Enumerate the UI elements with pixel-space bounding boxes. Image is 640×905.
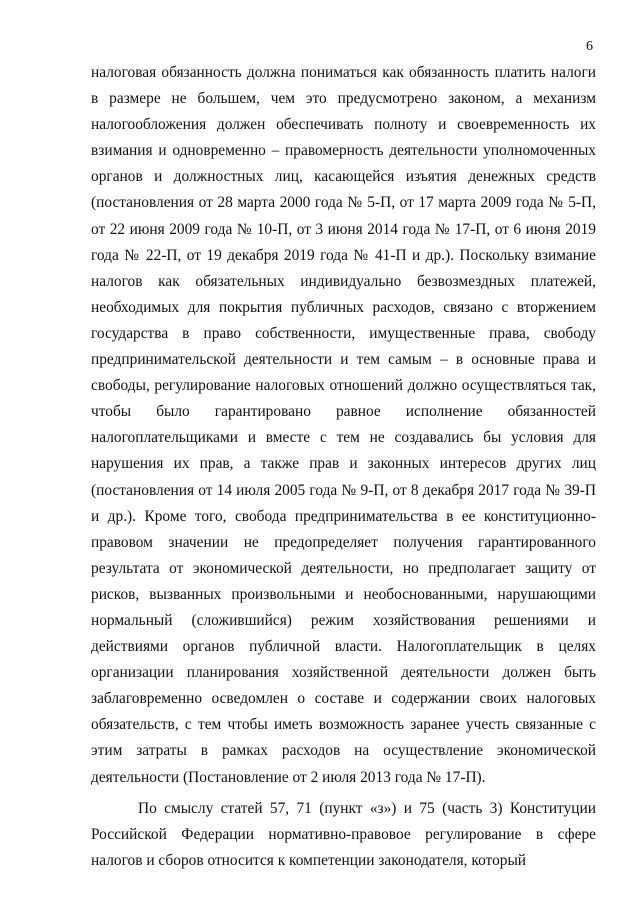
paragraph-tax-obligation: налоговая обязанность должна пониматься как обязанность платить налоги в размере не большем, чем это предусмотрено законом, а механизм налогообложения должен обеспечивать полноту и своевременность их взимания и одновременно – правомерность деятельности уполномоченных органов и должностных лиц, касающейся изъятия денежных средств (постановления от 28 марта 2000 года № 5-П, от 17 марта 2009 года № 5-П, от 22 июня 2009 года № 10-П, от 3 июня 2014 года № 17-П, от 6 июня 2019 года № 22-П, от 19 декабря 2019 года № 41-П и др.). Поскольку взимание налогов как обязательных индивидуально безвозмездных платежей, необходимых для покрытия публичных расходов, связано с вторжением государства в право собственности, имущественные права, свободу предпринимательской деятельности и тем самым – в основные права и свободы, регулирование налоговых отношений должно осуществляться так, чтобы было гарантировано равное исполнение обязанностей налогоплательщиками и вместе с тем не создавались бы условия для нарушения их прав, а также прав и законных интересов других лиц (постановления от 14 июля 2005 года № 9-П, от 8 декабря 2017 года № 39-П и др.). Кроме того, свобода предпринимательства в ее конституционно-правовом значении не предопределяет получения гарантированного результата от экономической деятельности, но предполагает защиту от рисков, вызванных произвольными и необоснованными, нарушающими нормальный (сложившийся) режим хозяйствования решениями и действиями органов публичной власти. Налогоплательщик в целях организации планирования хозяйственной деятельности должен быть заблаговременно осведомлен о составе и содержании своих налоговых обязательств, с тем чтобы иметь возможность заранее учесть связанные с этим затраты в рамках расходов на осуществление экономической деятельности (Постановление от 2 июля 2013 года № 17-П). bbox=[91, 64, 596, 786]
page-number: 6 bbox=[586, 39, 593, 54]
paragraph-constitution-articles: По смыслу статей 57, 71 (пункт «з») и 75 (часть 3) Конституции Российской Федерации нормативно-правовое регулирование в сфере налогов и сборов относится к компетенции законодателя, который bbox=[91, 799, 596, 869]
document-body bbox=[91, 60, 596, 874]
